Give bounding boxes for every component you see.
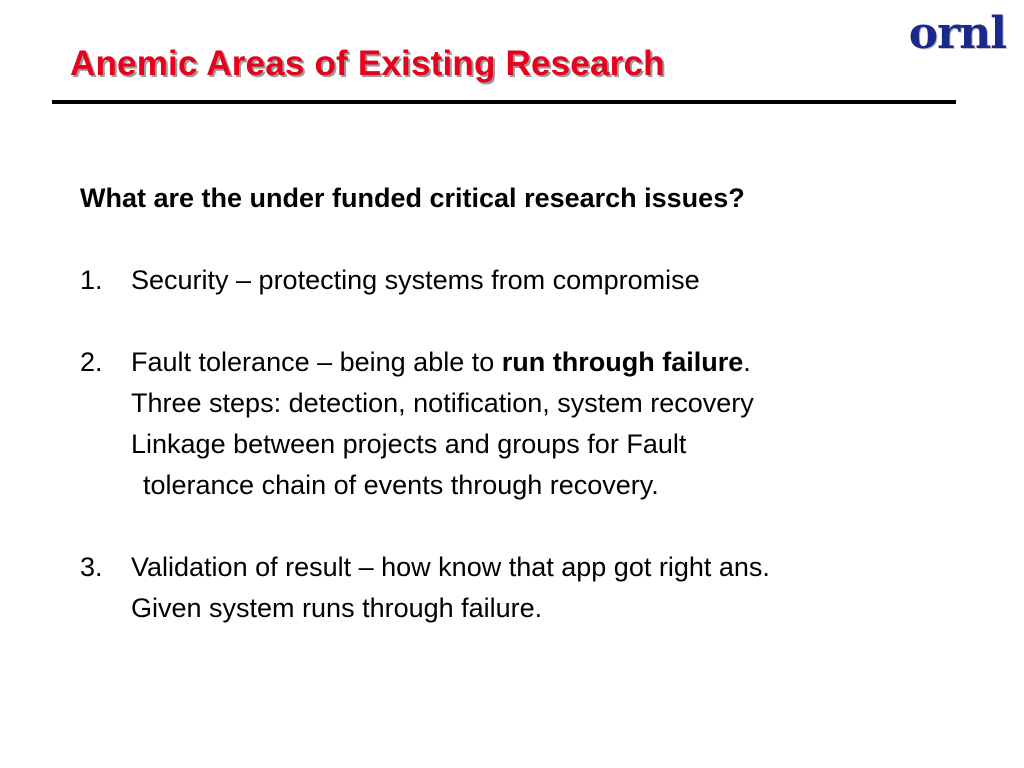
- item-line: Validation of result – how know that app got right ans.: [131, 552, 770, 582]
- item-line: Given system runs through failure.: [131, 593, 543, 623]
- item-line: tolerance chain of events through recovery.: [143, 470, 659, 500]
- ornl-logo: ornl: [908, 8, 1006, 59]
- item-line: Linkage between projects and groups for Fault: [131, 429, 687, 459]
- list-item-security: [80, 260, 980, 301]
- title-underline: [52, 100, 956, 104]
- item-line: Security – protecting systems from compromise: [131, 265, 700, 295]
- slide-title: Anemic Areas of Existing Research: [70, 44, 665, 83]
- item-number: 1.: [80, 265, 103, 295]
- item-line: Three steps: detection, notification, system recovery: [131, 388, 754, 418]
- question-heading: What are the under funded critical research issues?: [80, 183, 745, 213]
- issue-list: [80, 260, 980, 629]
- item-line: [131, 342, 980, 383]
- item-number: 2.: [80, 347, 103, 377]
- item-line-text: Fault tolerance – being able to: [131, 347, 502, 377]
- slide-body: [80, 178, 980, 629]
- list-item-validation: [80, 547, 980, 629]
- item-line-text: .: [743, 347, 751, 377]
- list-item-fault-tolerance: [80, 342, 980, 506]
- item-number: 3.: [80, 552, 103, 582]
- emphasis-text: run through failure: [501, 347, 744, 377]
